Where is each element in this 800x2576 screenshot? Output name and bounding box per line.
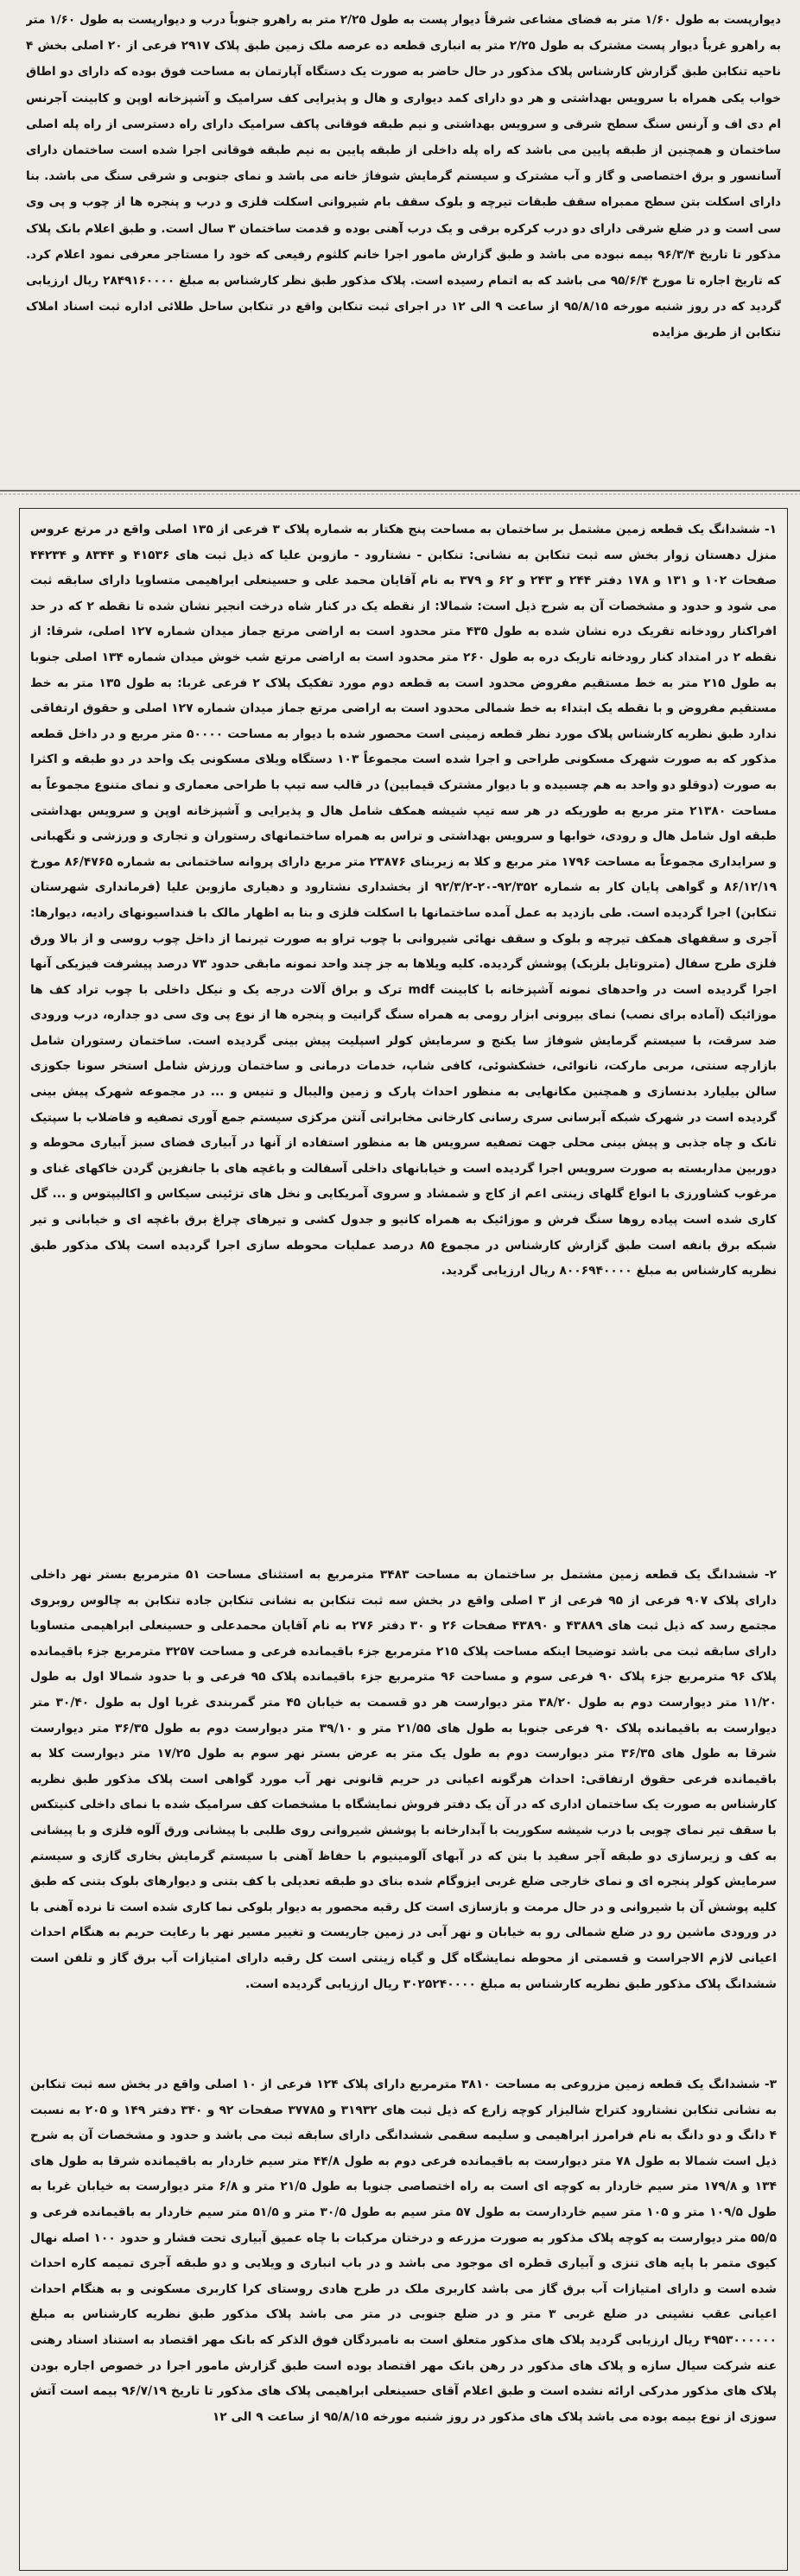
column-divider [0, 485, 800, 503]
property-item-2: ۲- ششدانگ یک قطعه زمین مشتمل بر ساختمان به مساحت ۳۴۸۳ مترمربع به استثنای مساحت ۵۱ مترمربع بستر نهر داخلی دارای پلاک ۹۰۷ فرعی از ۹۵ فرعی از ۳ اصلی واقع در بخش سه ثبت تنکابن به نشانی تنکابن جاده تنکابن به چالوس روبروی مجتمع رسد که ذیل ثبت های ۴۳۸۸۹ و ۴۳۸۹۰ صفحات ۲۶ و ۳۰ دفتر ۲۷۶ به نام آقایان محمدعلی و حسینعلی ابراهیمی متساویا دارای سابقه ثبت می باشد توضیحا اینکه مساحت پلاک ۲۱۵ مترمربع جزء باقیمانده فرعی و مساحت ۳۲۵۷ مترمربع جزء باقیمانده پلاک ۹۶ مترمربع جزء پلاک ۹۰ فرعی سوم و مساحت ۹۶ مترمربع جزء باقیمانده پلاک ۹۵ فرعی و با حدود شمالا اول به طول ۱۱/۲۰ متر دیوارست دوم به طول ۳۸/۲۰ متر دیوارست هر دو قسمت به خیابان ۴۵ متر گمربندی غربا اول به طول ۳۰/۴۰ متر دیوارست به باقیمانده پلاک ۹۰ فرعی جنوبا به طول های ۲۱/۵۵ متر و ۳۹/۱۰ متر دیوارست دوم به طول ۳۶/۳۵ متر دیوارست شرقا به طول های ۳۶/۳۵ متر دیوارست دوم به طول یک متر به عرض بستر نهر سوم به طول ۱۷/۲۵ متر دیوارست کلا به باقیمانده فرعی حقوق ارتفاقی: احداث هرگونه اعیانی در حریم قانونی نهر آب مورد گواهی است پلاک مذکور طبق نظریه کارشناس به صورت یک ساختمان اداری که در آن یک دفتر فروش نمایشگاه با مشخصات کف سرامیک شده با نمای داخلی کنیتکس با سقف تیر نمای چوبی با درب شیشه سکوریت با آبدارخانه با پوشش شیروانی روی طلبی با پیشانی ورق آلوه فلزی و با پیشانی به کف و زیرسازی دو طبقه آجر سفید با بتن که در آبهای آلومینیوم با حفاظ آهنی با سیستم گرمایش بخاری گازی و سیستم سرمایش کولر پنجره ای و نمای خارجی ضلع غربی ایزوگام شده بنای دو طبقه تعدیلی با کف بتنی و دیوارهای بلوک بتنی که طبق کلیه پوشش آن با شیروانی و در حال مرمت و بازسازی است کل رقبه محصور به دیوار بلوکی نما کاری شده است تا نرده آهنی با در ورودی ماشین رو در ضلع شمالی رو به خیابان و نهر آبی در زمین جاریست و تغییر مسیر نهر با رعایت حریم به هنگام احداث اعیانی لازم الاجراست و قسمتی از محوطه نمایشگاه گل و گیاه زینتی است کل رقبه دارای امتیازات آب برق گاز و تلفن است ششدانگ پلاک مذکور طبق نظریه کارشناس به مبلغ ۳۰۲۵۲۴۰۰۰۰ ریال ارزیابی گردیده است. [30, 1568, 777, 1991]
property-item-1: ۱- ششدانگ یک قطعه زمین مشتمل بر ساختمان به مساحت پنج هکتار به شماره پلاک ۳ فرعی از ۱۳۵ اصلی واقع در مرتع عروس منزل دهستان زوار بخش سه ثبت تنکابن به نشانی: تنکابن - نشتارود - مازوبن علیا که ذیل ثبت های ۴۱۵۳۶ و ۸۳۴۴ و ۴۴۲۳۴ صفحات ۱۰۲ و ۱۳۱ و ۱۷۸ دفتر ۲۴۴ و ۲۴۳ و ۶۲ و ۳۷۹ به نام آقایان محمد علی و حسینعلی ابراهیمی متساویا دارای سابقه ثبت می شود و حدود و مشخصات آن به شرح ذیل است: شمالا: از نقطه یک در کنار شاه درخت انجیر نشان شده تا نقطه ۲ که در حد افراکنار رودخانه تقریک دره نشان شده به طول ۴۳۵ متر محدود است به اراضی مرتع جماز میدان شماره ۱۲۷ اصلی، شرقا: از نقطه ۲ در امتداد کنار رودخانه تاریک دره به طول ۲۶۰ متر محدود است به اراضی مرتع شب خوش میدان شماره ۱۳۴ اصلی جنوبا به طول ۲۱۵ متر به خط مستقیم مفروض محدود است به قطعه دوم مورد تفکیک پلاک ۲ فرعی غربا: به طول ۱۳۵ متر به خط مستقیم مفروض و با نقطه یک ابتداء به خط شمالی محدود است به اراضی مرتع جماز میدان شماره ۱۲۷ اصلی و حقوق ارتفاقی ندارد طبق نظریه کارشناس پلاک مورد نظر قطعه زمینی است محصور شده با دیوار به مساحت ۵۰۰۰۰ متر مربع و در داخل قطعه مذکور که به صورت شهرک مسکونی طراحی و اجرا شده است مجموعاً ۱۰۳ دستگاه ویلای مسکونی یک واحد در دو طبقه و اکثرا به صورت (دوقلو دو واحد به هم چسبیده و با دیوار مشترک قیمابین) در قالب سه تیپ با طراحی معماری و نمای متنوع مجموعاً به مساحت ۲۱۳۸۰ متر مربع به طوریکه در هر سه تیپ شیشه همکف شامل هال و پذیرایی و آشپزخانه اوپن و سرویس بهداشتی طبقه اول شامل هال و رودی، خوابها و سرویس بهداشتی و تراس به همراه ساختمانهای رستوران و تجاری و ورزشی و نگهبانی و سرایداری مجموعاً به مساحت ۱۷۹۶ متر مربع و کلا به زیربنای ۲۳۸۷۶ متر مربع دارای پروانه ساختمانی به شماره ۸۶/۴۷۶۵ مورخ ۸۶/۱۲/۱۹ و گواهی پایان کار به شماره ۹۲/۳۵۲-۲۰-۹۲/۳/۲ از بخشداری نشتارود و دهیاری مازوبن علیا (فرمانداری شهرستان تنکابن) اجرا گردیده است. طی بازدید به عمل آمده ساختمانها با اسکلت فلزی و بنا به اظهار مالک با فنداسیونهای رادیه، دیوارها: آجری و سقفهای همکف تیرچه و بلوک و سقف نهائی شیروانی با چوب تراو به صورت تیرنما از داخل چوب روسی و از بالا ورق فلزی طرح سفال (متروتایل بلزیک) پوشش گردیده. کلیه ویلاها به جز چند واحد نمونه مابقی حدود ۷۳ درصد پیشرفت فیزیکی آنها اجرا گردیده است در واحدهای نمونه آشپزخانه با کابینت mdf ترک و براق آلات درجه یک و نیکل داخلی با چوب تراد کف ها موزائیک (آماده برای نصب) نمای بیرونی ابزار رومی به همراه سنگ گرانیت و پنجره ها از نوع پی وی سی دو جداره، درب ورودی ضد سرقت، با سیستم گرمایش شوفاژ سا یکنج و سرمایش کولر اسپلیت پیش بینی گردیده است. ساختمان رستوران شامل بازارچه سنتی، مربی ماركت، نانوائی، خشکشوئی، کافی شاپ، خدمات درمانی و ساختمان ورزش شامل استخر سونا جکوزی سالن بیلیارد بدنسازی و همچنین مکانهایی به منظور احداث پارک و زمین والیبال و تنیس و ... در مجموعه شهرک پیش بینی گردیده است در شهرک شبکه آبرسانی سری رسانی کارخانی مخابراتی آنتن مرکزی سیستم جمع آوری تصفیه و فاضلاب با سپتیک تانک و چاه جذبی و پیش بینی محلی جهت تصفیه سرویس ها به منظور استفاده از آنها در آبیاری فضای سبز آبیاری محوطه و دوربین مداربسته به صورت سرویس اجرا گردیده است و خیابانهای داخلی آسفالت و باغچه های با جانفزین گردن خاکهای غنای و مرغوب کشاورزی با انواع گلهای زینتی اعم از کاج و شمشاد و سروی آمریکایی و نخل های تزئینی سیکاس و اکالیپتوس و ... گل کاری شده است پیاده روها سنگ فرش و موزائیک به همراه کانیو و جدول کشی و تیرهای چراغ برق باغچه ای و خیابانی و تیر شبکه برق بانفه است طبق گزارش کارشناس در مجموع ۸۵ درصد عملیات محوطه سازی اجرا گردیده است پلاک مذکور طبق نظریه کارشناس به مبلغ ۸۰۰۶۹۴۰۰۰۰ ریال ارزیابی گردید. [30, 523, 777, 1278]
upper-notice-paragraph: دیوارپست به طول ۱/۶۰ متر به فضای مشاعی شرقاً دیوار پست به طول ۲/۲۵ متر به راهرو جنوباً درب و دیوارپست به طول ۱/۶۰ متر به راهرو غرباً دیوار پست مشترک به طول ۲/۲۵ متر به انباری قطعه ده عرصه ملک زمین طبق پلاک ۲۹۱۷ فرعی از ۲۰ اصلی بخش ۴ ناحیه تنکابن طبق گزارش کارشناس پلاک مذکور در حال حاضر به صورت یک دستگاه آپارتمان به مساحت فوق بوده که دارای دو اطاق خواب یکی همراه با سرویس بهداشتی و هر دو دارای کمد دیواری و هال و پذیرایی کف سرامیک و آشپزخانه اوپن و کابینت آجرنس ام دی اف و آرنس سنگ سطح شرقی و سرویس بهداشتی و نیم طبقه فوقانی پاکف سرامیک دارای راه دسترسی از راه پله اصلی ساختمان و همچنین از طبقه پایین می باشد که راه پله داخلی از طبقه پایین به نیم طبقه فوقانی اجرا شده است ساختمان دارای آسانسور و برق اختصاصی و گاز و آب مشترک و سیستم گرمایش شوفاژ خانه می باشد و نمای جنوبی و شرقی سنگ می باشد. بنا دارای اسکلت بتن سطح ممبراه سقف طبقات تیرچه و بلوک سقف بام شیروانی اسکلت فلزی و درب و پنجره ها از چوب و پی وی سی است و در ضلع شرقی دارای دو درب کرکره برقی و یک درب آهنی بوده و قدمت ساختمان ۳ سال است. و طبق اعلام بانک پلاک مذکور تا تاریخ ۹۶/۳/۴ بیمه نبوده می باشد و طبق گزارش مامور اجرا خانم کلثوم رفیعی که خود را مستاجر معرفی نمود اعلام کرد. که تاریخ اجاره تا مورخ ۹۵/۶/۴ می باشد که به اتمام رسیده است. پلاک مذکور طبق نظر کارشناس به مبلغ ۲۸۴۹۱۶۰۰۰۰ ریال ارزیابی گردید که در روز شنبه مورخه ۹۵/۸/۱۵ از ساعت ۹ الی ۱۲ در اجرای ثبت تنکابن واقع در تنکابن ساحل طلائی اداره ثبت اسناد املاک تنکابن از طریق مزایده [26, 13, 781, 340]
auction-notice-box [19, 508, 788, 2571]
property-item-3: ۳- ششدانگ یک قطعه زمین مزروعی به مساحت ۳۸۱۰ مترمربع دارای پلاک ۱۲۴ فرعی از ۱۰ اصلی واقع در بخش سه ثبت تنکابن به نشانی تنکابن نشتارود کتراح شالیزار کوچه زارع که ذیل ثبت های ۳۱۹۳۲ و ۳۷۷۸۵ صفحات ۹۲ و ۳۴۰ دفتر ۱۴۹ و ۲۰۵ به نسبت ۴ دانگ و دو دانگ به نام فرامرز ابراهیمی و سلیمه سقمی ششدانگی دارای سابقه ثبت می باشد و حدود و مشخصات آن به شرح ذیل است شمالا به طول ۷۸ متر دیوارست به باقیمانده فرعی دوم به طول ۴۴/۸ متر سیم خاردار به باقیمانده شرقا به طول های ۱۳۴ و ۱۷۹/۸ متر سیم خاردار به کوچه ای است به راه اختصاصی جنوبا به طول ۲۱/۵ متر و ۶/۸ متر دیوارست به خیابان غربا به طول ۱۰۹/۵ متر و ۱۰۵ متر سیم خاردارست به طول ۵۷ متر سیم به طول ۳۰/۵ متر و ۵۱/۵ متر سیم خاردار به باقیمانده فرعی و ۵۵/۵ متر دیوارست به کوچه پلاک مذکور به صورت مزرعه و درختان مرکبات با چاه عمیق آبیاری تحت فشار و حدود ۱۰۰ اصله نهال کیوی متمر با پایه های تنزی و آبیاری قطره ای موجود می باشد و در باب انباری و ویلایی و دو طبقه آجری تمیمه کاره احداث شده است و دارای امتیازات آب برق گاز می باشد کاربری ملک در طرح هادی روستای کرا کاربری مسکونی و به هنگام احداث اعیانی عقب نشینی در ضلع غربی ۳ متر و در ضلع جنوبی در متر می باشد پلاک مذکور طبق نظریه کارشناس به مبلغ ۴۹۵۳۰۰۰۰۰۰ ریال ارزیابی گردید پلاک های مذکور متعلق است به نامبردگان فوق الذکر که بانک مهر اقتصاد به استناد اسناد رهنی عنه شرکت سیال سازه و پلاک های مذکور در رهن بانک مهر اقتصاد بوده است طبق گزارش مامور اجرا در خصوص اجاره بودن پلاک های مذکور مدرکی ارائه نشده است و طبق اعلام آقای حسینعلی ابراهیمی پلاک های مذکور تا تاریخ ۹۶/۷/۱۹ بیمه است آتش سوزی از نوع بیمه بوده می باشد پلاک های مذکور در روز شنبه مورخه ۹۵/۸/۱۵ از ساعت ۹ الی ۱۲ [30, 2078, 777, 2424]
